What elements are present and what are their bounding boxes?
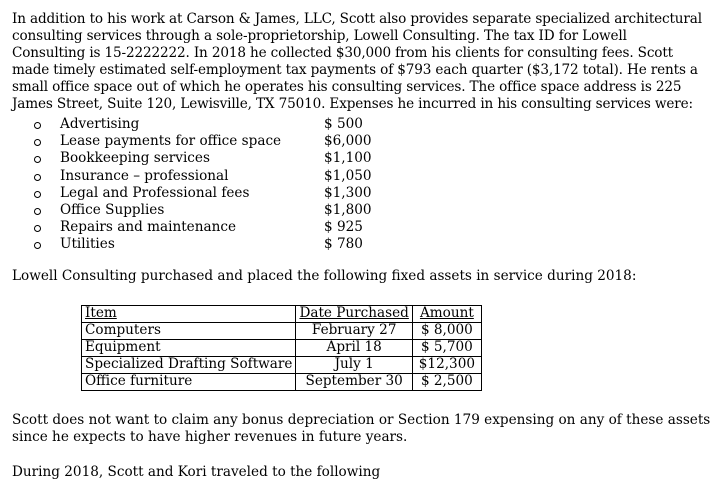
intro-paragraph xyxy=(12,11,702,113)
closing-line: Scott does not want to claim any bonus depreciation or Section 179 expensing on any of these assets xyxy=(12,412,710,428)
hollow-bullet-icon xyxy=(34,242,41,249)
expense-amount: $ 780 xyxy=(324,236,363,253)
header-item-label: Item xyxy=(85,305,117,322)
table-row xyxy=(82,357,482,374)
closing-line: since he expects to have higher revenues in future years. xyxy=(12,429,408,445)
header-date xyxy=(296,306,412,323)
header-amount-label: Amount xyxy=(419,305,474,322)
expense-label: Utilities xyxy=(60,236,115,253)
expense-label: Office Supplies xyxy=(60,201,165,218)
expense-amount: $1,100 xyxy=(324,150,372,167)
cutoff-text-line xyxy=(12,458,432,480)
asset-amount: $ 8,000 xyxy=(412,323,481,340)
intro-line: consulting services through a sole-proprietorship, Lowell Consulting. The tax ID for Lowell xyxy=(12,28,627,44)
closing-paragraph xyxy=(12,412,710,446)
expense-amount: $6,000 xyxy=(324,133,372,150)
assets-intro: Lowell Consulting purchased and placed the following fixed assets in service during 2018: xyxy=(12,268,637,284)
expense-label: Lease payments for office space xyxy=(60,133,282,150)
header-date-label: Date Purchased xyxy=(299,305,409,322)
expense-amount: $1,300 xyxy=(324,184,372,201)
expense-label: Advertising xyxy=(60,116,140,132)
hollow-bullet-icon xyxy=(34,122,41,129)
asset-item: Office furniture xyxy=(82,374,296,391)
hollow-bullet-icon xyxy=(34,225,41,232)
hollow-bullet-icon xyxy=(34,139,41,146)
expense-amount: $1,050 xyxy=(324,167,372,184)
header-item xyxy=(82,306,296,323)
intro-line: In addition to his work at Carson & James, LLC, Scott also provides separate specialized architectural xyxy=(12,11,702,27)
expense-label: Repairs and maintenance xyxy=(60,219,236,236)
table-header-row xyxy=(82,306,482,323)
hollow-bullet-icon xyxy=(34,191,41,198)
expense-amount: $ 500 xyxy=(324,116,363,132)
asset-amount: $ 5,700 xyxy=(412,340,481,357)
hollow-bullet-icon xyxy=(34,174,41,181)
expense-label: Bookkeeping services xyxy=(60,150,210,167)
asset-item: Specialized Drafting Software xyxy=(82,357,296,374)
expense-amount: $1,800 xyxy=(324,201,372,218)
asset-item: Equipment xyxy=(82,340,296,357)
asset-date: April 18 xyxy=(296,340,412,357)
expense-label: Legal and Professional fees xyxy=(60,184,250,201)
asset-amount: $12,300 xyxy=(412,357,481,374)
asset-date: February 27 xyxy=(296,323,412,340)
table-row xyxy=(82,340,482,357)
asset-date: July 1 xyxy=(296,357,412,374)
table-row xyxy=(82,323,482,340)
fixed-assets-table xyxy=(81,305,482,391)
asset-item: Computers xyxy=(82,323,296,340)
intro-line: made timely estimated self-employment tax payments of $793 each quarter ($3,172 total). He rents a xyxy=(12,62,698,78)
intro-line: James Street, Suite 120, Lewisville, TX 75010. Expenses he incurred in his consulting services were: xyxy=(12,96,693,112)
asset-amount: $ 2,500 xyxy=(412,374,481,391)
intro-line: small office space out of which he operates his consulting services. The office space address is 225 xyxy=(12,79,682,95)
intro-line: Consulting is 15-2222222. In 2018 he collected $30,000 from his clients for consulting fees. Scott xyxy=(12,45,673,61)
hollow-bullet-icon xyxy=(34,156,41,163)
expense-label: Insurance – professional xyxy=(60,167,229,184)
expense-amount: $ 925 xyxy=(324,219,363,236)
cutoff-text: During 2018, Scott and Kori traveled to the following xyxy=(12,464,381,480)
table-row xyxy=(82,374,482,391)
asset-date: September 30 xyxy=(296,374,412,391)
header-amount xyxy=(412,306,481,323)
hollow-bullet-icon xyxy=(34,208,41,215)
